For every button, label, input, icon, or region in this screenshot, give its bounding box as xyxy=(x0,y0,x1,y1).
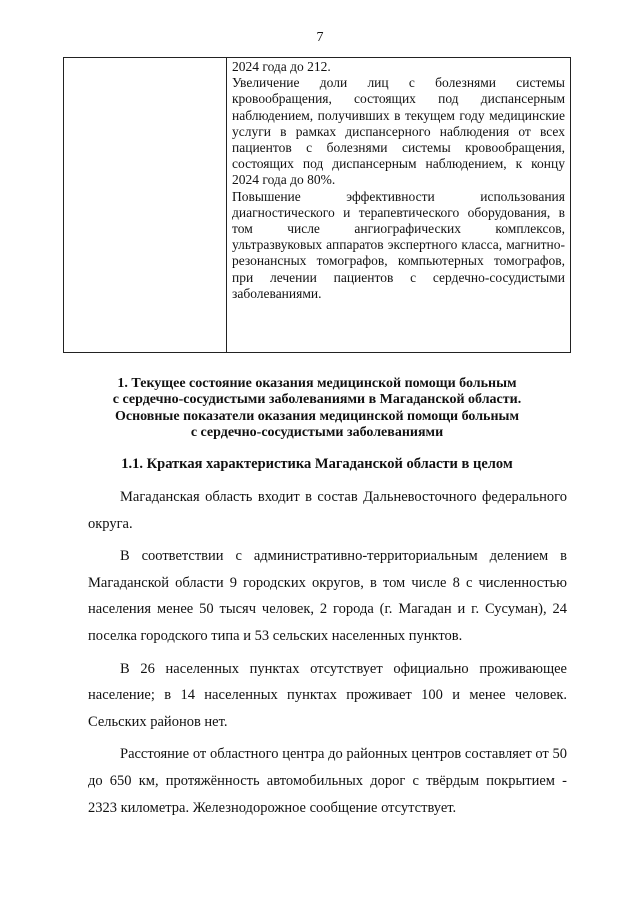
body-paragraph: Расстояние от областного центра до районных центров составляет от 50 до 650 км, протяжённость автомобильных дорог с твёрдым покрытием - 2323 километра. Железнодорожное сообщение отсутствует. xyxy=(88,746,567,816)
table-paragraph: 2024 года до 212. xyxy=(232,59,331,74)
table-cell-right xyxy=(227,58,571,353)
section-heading-line: 1. Текущее состояние оказания медицинской помощи больным xyxy=(117,376,517,391)
body-paragraph: Магаданская область входит в состав Дальневосточного федерального округа. xyxy=(88,489,567,532)
body-paragraph: В 26 населенных пунктах отсутствует официально проживающее население; в 14 населенных пунктах проживает 100 и менее человек. Сельских районов нет. xyxy=(88,660,567,730)
section-heading-line: Основные показатели оказания медицинской помощи больным xyxy=(114,408,519,424)
subsection-heading: 1.1. Краткая характеристика Магаданской области в целом xyxy=(121,456,513,472)
section-heading-line: с сердечно-сосудистыми заболеваниями xyxy=(190,424,444,440)
section-heading xyxy=(63,376,571,441)
body-paragraph: В соответствии с административно-территориальным делением в Магаданской области 9 городских округов, в том числе 8 с численностью населения менее 50 тысяч человек, 2 города (г. Магадан и г. Сусуман), 24 поселка городского типа и 53 сельских населенных пунктов. xyxy=(88,548,567,644)
table-paragraph: Увеличение доли лиц с болезнями системы кровообращения, состоящих под диспансерным наблюдением, получивших в текущем году медицинские услуги в рамках диспансерного наблюдения от всех пациентов с болезнями системы кровообращения, состоящих под диспансерным наблюдением, к концу 2024 года до 80%. xyxy=(232,75,565,188)
section-heading-line: с сердечно-сосудистыми заболеваниями в Магаданской области. xyxy=(112,392,522,408)
table-row xyxy=(64,58,571,353)
table-paragraph: Повышение эффективности использования диагностического и терапевтического оборудования, в том числе ангиографических комплексов, ультразвуковых аппаратов экспертного класса, магнитно-резонансных томографов, компьютерных томографов, при лечении пациентов с сердечно-сосудистыми заболеваниями. xyxy=(232,188,565,301)
indicators-table xyxy=(63,57,571,353)
page-number: 7 xyxy=(316,30,324,45)
body-text xyxy=(88,484,567,827)
table-cell-left xyxy=(64,58,227,353)
